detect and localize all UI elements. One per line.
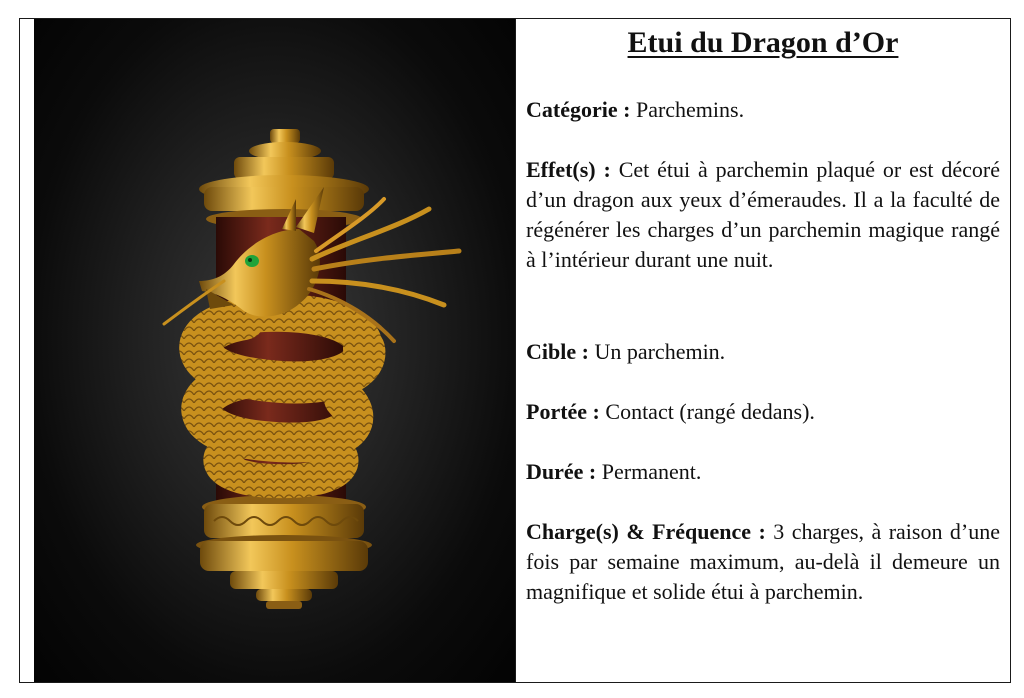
- item-description: [526, 25, 1000, 675]
- field-label: Durée :: [526, 459, 597, 484]
- field-value: Contact (rangé dedans).: [605, 399, 815, 424]
- field-effets: [526, 155, 1000, 275]
- golden-dragon-scroll-case-icon: [34, 19, 515, 682]
- field-categorie: [526, 95, 1000, 125]
- item-card: [19, 18, 1011, 683]
- field-duree: [526, 457, 1000, 487]
- field-value: Cet étui à parchemin plaqué or est décoré d’un dragon aux yeux d’émeraudes. Il a la faculté de régénérer les charges d’un parchemin magique rangé à l’intérieur durant une nuit.: [526, 157, 1000, 272]
- field-charges: [526, 517, 1000, 607]
- field-value: Un parchemin.: [594, 339, 726, 364]
- field-label: Cible :: [526, 339, 589, 364]
- field-portee: [526, 397, 1000, 427]
- item-illustration: [34, 19, 515, 682]
- divider: [515, 19, 516, 682]
- field-value: Permanent.: [601, 459, 702, 484]
- field-label: Catégorie :: [526, 97, 631, 122]
- field-cible: [526, 337, 1000, 367]
- field-label: Effet(s) :: [526, 157, 611, 182]
- field-value: Parchemins.: [635, 97, 745, 122]
- field-label: Portée :: [526, 399, 600, 424]
- field-label: Charge(s) & Fréquence :: [526, 519, 766, 544]
- item-title: Etui du Dragon d’Or: [627, 26, 899, 59]
- field-value: 3 charges, à raison d’une fois par semaine maximum, au-delà il demeure un magnifique et solide étui à parchemin.: [526, 519, 1000, 604]
